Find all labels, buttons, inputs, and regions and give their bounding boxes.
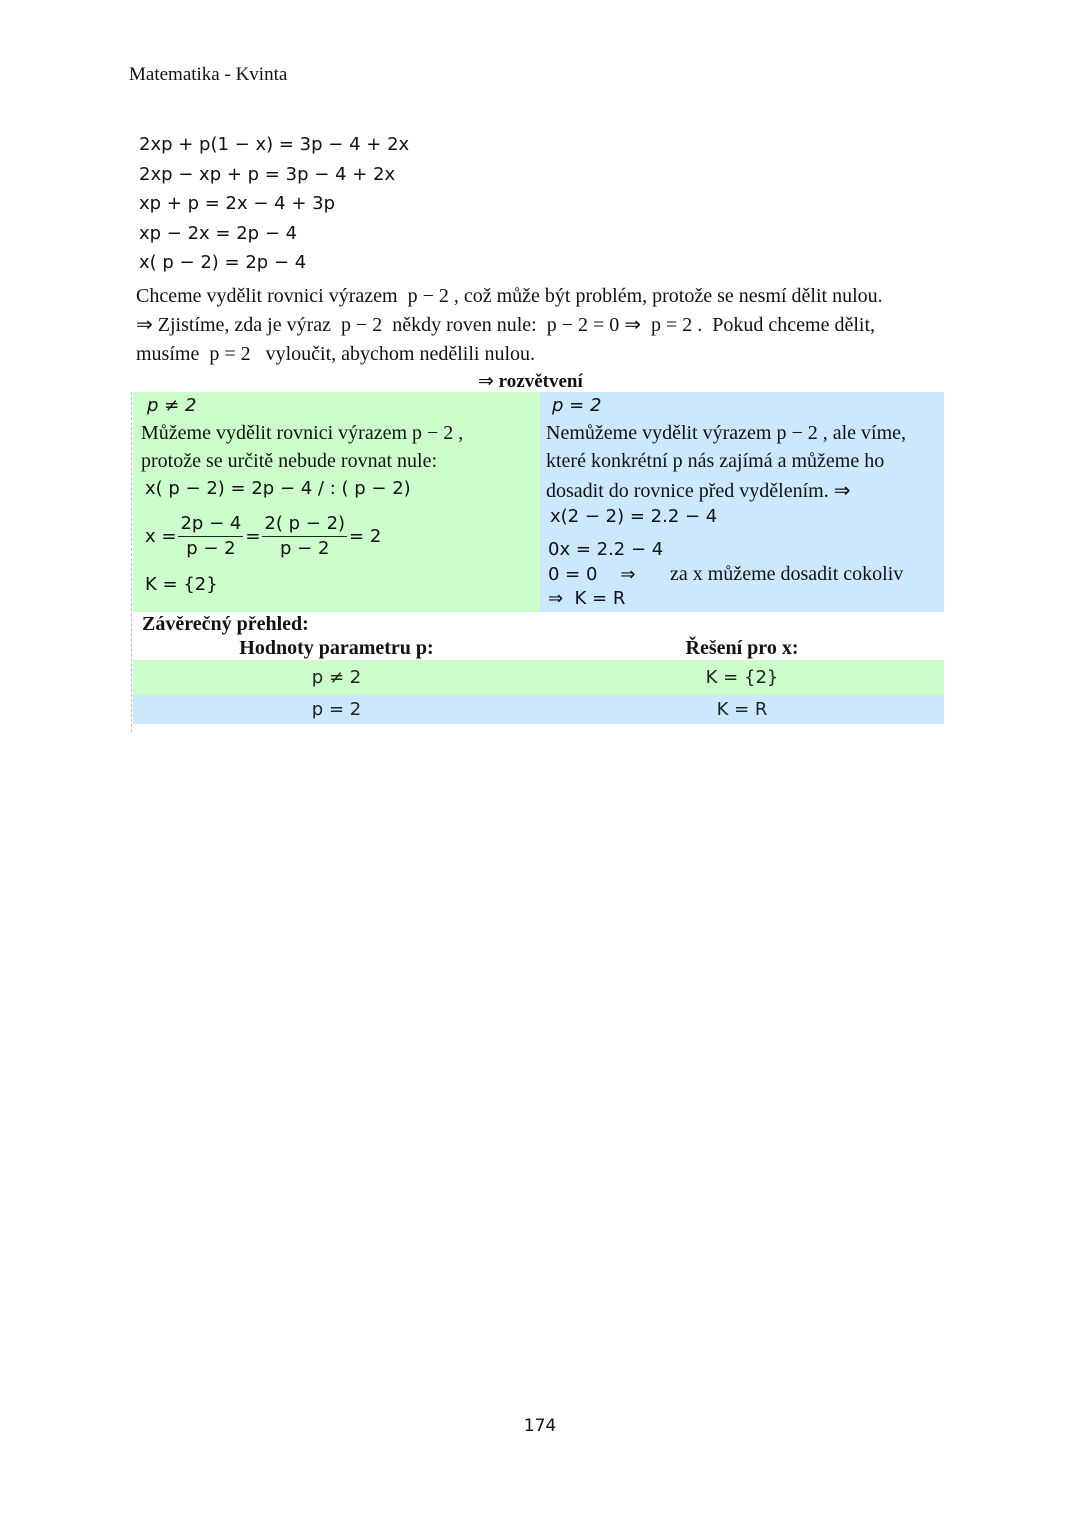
summary-parameter-cell: p = 2 (311, 699, 362, 720)
case-text: Nemůžeme vydělit výrazem p − 2 , ale víme, (546, 422, 907, 444)
fraction-numerator: 2( p − 2) (262, 512, 347, 537)
case-text: Můžeme vydělit rovnici výrazem p − 2 , (141, 422, 464, 444)
summary-solution-cell: K = R (716, 699, 768, 720)
case-text: protože se určitě nebude rovnat nule: (141, 450, 437, 472)
equation-line: 2xp + p(1 − x) = 3p − 4 + 2x (139, 134, 410, 155)
fraction-equation (145, 512, 381, 561)
paragraph-line: ⇒ Zjistíme, zda je výraz p − 2 někdy roven nule: p − 2 = 0 ⇒ p = 2 . Pokud chceme dělit, (136, 314, 876, 336)
implies-arrow-icon: ⇒ (478, 371, 494, 392)
summary-parameter-cell: p ≠ 2 (311, 667, 362, 688)
case-equation: x(2 − 2) = 2.2 − 4 (550, 506, 718, 527)
fraction-prefix: x = (145, 526, 177, 547)
fraction-1 (178, 512, 243, 561)
equation-line: 2xp − xp + p = 3p − 4 + 2x (139, 163, 396, 185)
equation-line: xp − 2x = 2p − 4 (139, 222, 298, 244)
page-number: 174 (523, 1416, 557, 1436)
page-header-title: Matematika - Kvinta (129, 64, 288, 85)
branching-label: rozvětvení (498, 371, 583, 392)
case-equation: x( p − 2) = 2p − 4 / : ( p − 2) (145, 478, 411, 499)
equation-line: xp + p = 2x − 4 + 3p (139, 193, 336, 214)
equation-line: x( p − 2) = 2p − 4 (139, 252, 307, 273)
case-p-equals-2 (540, 392, 944, 612)
case-condition: p = 2 (552, 395, 602, 416)
summary-row (133, 660, 944, 695)
case-result: ⇒ K = R (548, 588, 626, 609)
margin-guide-line (131, 392, 132, 732)
fraction-numerator: 2p − 4 (178, 512, 243, 537)
summary-column-header-solution: Řešení pro x: (685, 637, 799, 659)
fraction-denominator: p − 2 (280, 538, 330, 559)
summary-title: Závěrečný přehled: (142, 613, 309, 635)
fraction-result: = 2 (349, 526, 382, 547)
summary-row (133, 695, 944, 724)
case-note: za x můžeme dosadit cokoliv (670, 563, 904, 585)
paragraph-line: musíme p = 2 vyloučit, abychom nedělili nulou. (136, 343, 536, 365)
equation-derivation (139, 130, 409, 278)
fraction-denominator: p − 2 (186, 538, 236, 559)
fraction-2 (262, 512, 347, 561)
case-text: které konkrétní p nás zajímá a můžeme ho (546, 450, 885, 472)
paragraph-line: Chceme vydělit rovnici výrazem p − 2 , což může být problém, protože se nesmí dělit nulou. (136, 285, 883, 307)
summary-column-header-parameter: Hodnoty parametru p: (239, 637, 434, 659)
fraction-equals: = (245, 526, 261, 547)
case-text: dosadit do rovnice před vydělením. ⇒ (546, 480, 851, 502)
case-p-not-2 (133, 392, 540, 612)
explanation-paragraph (136, 282, 946, 369)
branching-heading (478, 370, 583, 393)
case-equation: 0 = 0 ⇒ (548, 564, 636, 585)
summary-solution-cell: K = {2} (705, 667, 779, 688)
case-condition: p ≠ 2 (147, 395, 197, 416)
case-equation: 0x = 2.2 − 4 (548, 539, 664, 560)
case-result: K = {2} (145, 574, 218, 595)
